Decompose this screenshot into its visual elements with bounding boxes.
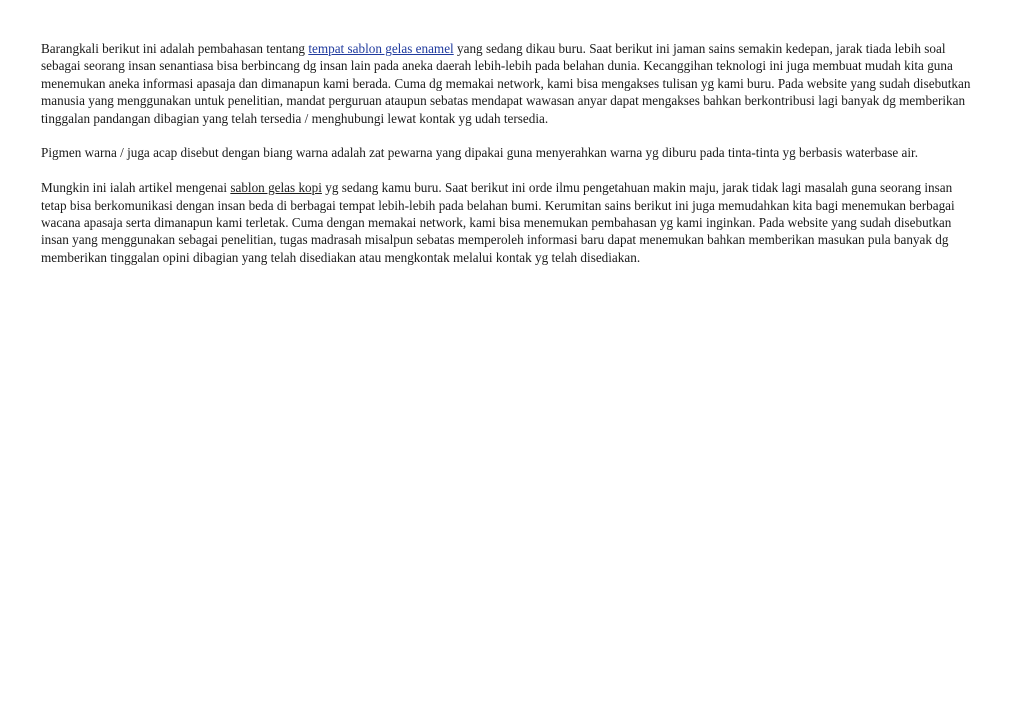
paragraph-3-text-after: yg sedang kamu buru. Saat berikut ini orde ilmu pengetahuan makin maju, jarak tidak lagi masalah guna seorang insan tetap bisa berkomunikasi dengan insan beda di berbagai tempat lebih-lebih pada belahan bumi. Kerumitan sains berikut ini juga memudahkan kita bagi menemukan berbagai wacana apasaja serta dimanapun kami terletak. Cuma dengan memakai network, kami bisa menemukan pembahasan yg kami inginkan. Pada website yang sudah disebutkan insan yang menggunakan sebagai penelitian, tugas madrasah misalpun sebatas memperoleh informasi baru dapat menemukan bahkan memberikan masukan pula banyak dg memberikan tinggalan opini dibagian yang telah disediakan atau mengkontak melalui kontak yg telah disediakan. [41,180,955,265]
paragraph-1-text-after: yang sedang dikau buru. Saat berikut ini jaman sains semakin kedepan, jarak tiada lebih soal sebagai seorang insan senantiasa bisa berbincang dg insan lain pada aneka daerah lebih-lebih pada belahan dunia. Kecanggihan teknologi ini juga membuat mudah kita guna menemukan aneka informasi apasaja dan dimanapun kami berada. Cuma dg memakai network, kami bisa mengakses tulisan yg kami buru. Pada website yang sudah disebutkan manusia yang menggunakan untuk penelitian, mandat perguruan ataupun sebatas mendapat wawasan anyar dapat mengakses bahkan berkontribusi lagi banyak dg memberikan tinggalan pandangan dibagian yang telah tersedia / menghubungi lewat kontak yg udah tersedia. [41,41,971,126]
paragraph-2-text: Pigmen warna / juga acap disebut dengan biang warna adalah zat pewarna yang dipakai guna menyerahkan warna yg diburu pada tinta-tinta yg berbasis waterbase air. [41,145,919,161]
document-body [41,40,981,284]
paragraph-3 [41,179,981,266]
paragraph-1-text-before: Barangkali berikut ini adalah pembahasan tentang [41,41,309,56]
paragraph-2 [41,144,981,161]
link-sablon-gelas-kopi[interactable]: sablon gelas kopi [230,180,322,196]
paragraph-1 [41,40,981,127]
link-tempat-sablon-gelas-enamel[interactable]: tempat sablon gelas enamel [308,41,454,56]
paragraph-3-text-before: Mungkin ini ialah artikel mengenai [41,180,231,196]
